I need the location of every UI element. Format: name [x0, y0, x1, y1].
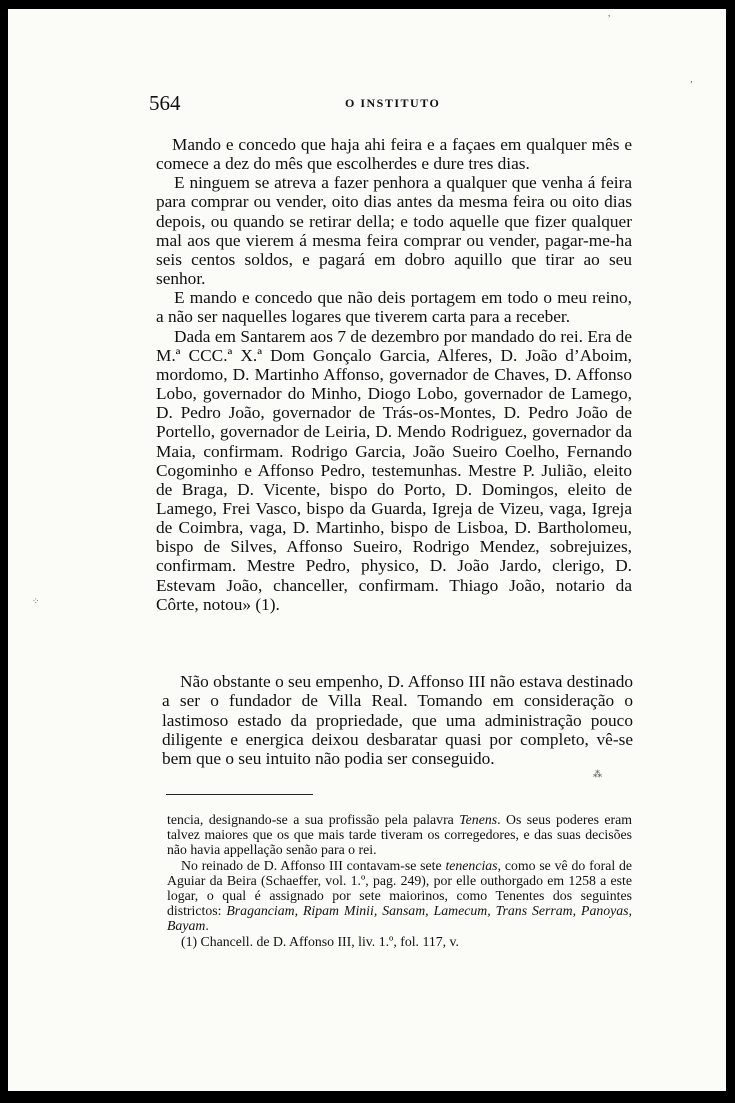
note-text-segment: . Os seus poderes eram talvez maiores que os que mais tarde tiveram os corregedores, e das suas decisões não havia appellação senão para o rei. [167, 812, 632, 858]
scanned-book-page [8, 9, 726, 1091]
note-text-segment: No reinado de D. Affonso III contavam-se sete [181, 857, 446, 873]
note-italic-term: tenencias [445, 857, 498, 873]
scan-speck: ‚ [690, 74, 693, 84]
paragraph-dating-witnesses: Dada em Santarem aos 7 de dezembro por mandado do rei. Era de M.ª CCC.ª X.ª Dom Gonçalo Garcia, Alferes, D. João d’Aboim, mordomo, D. Martinho Affonso, governador de Chaves, D. Affonso Lobo, governador do Minho, Diogo Lobo, governador de Lamego, D. Pedro João, governador de Trás-os-Montes, D. Pedro João de Portello, governador de Leiria, D. Mendo Rodriguez, governador da Maia, confirmam. Rodrigo Garcia, João Sueiro Coelho, Fernando Cogominho e Affonso Pedro, testemunhas. Mestre P. Julião, eleito de Braga, D. Vicente, bispo do Porto, D. Domingos, eleito de Lamego, Frei Vasco, bispo da Guarda, Igreja de Vizeu, vaga, Igreja de Coimbra, vaga, D. Martinho, bispo de Lisboa, D. Bartholomeu, bispo de Silves, Affonso Sueiro, Rodrigo Mendez, sobrejuizes, confirmam. Mestre Pedro, physico, D. João Jardo, clerigo, D. Estevam João, chanceller, confirmam. Thiago João, notario da Côrte, notou» (1). [156, 326, 632, 614]
scan-speck: ⁘ [32, 596, 40, 606]
main-text-block [156, 135, 632, 614]
running-title: O INSTITUTO [345, 96, 441, 110]
note-tenencias-paragraph [167, 858, 632, 934]
paragraph-toll-exemption: E mando e concedo que não deis portagem em todo o meu reino, a não ser naquelles logares que tiverem carta para a receber. [156, 288, 632, 327]
footnote-one: (1) Chancell. de D. Affonso III, liv. 1.º, fol. 117, v. [181, 933, 459, 949]
paragraph-protection-fair: E ninguem se atreva a fazer penhora a qualquer que venha á feira para comprar ou vender, oito dias antes da mesma feira ou oito dias depois, ou quando se retirar della; e todo aquelle que fizer qualquer mal aos que vierem á mesma feira comprar ou vender, pagar-me-ha seis centos soldos, e pagará em dobro aquillo que tirar ao seu senhor. [156, 173, 632, 289]
footnotes [167, 812, 632, 949]
note-italic-districts: Braganciam, Ripam Minii, Sansam, Lamecum, Trans Serram, Panoyas, Bayam [167, 903, 632, 934]
note-text-segment: , como se vê do foral de Aguiar da Beira (Schaeffer, vol. 1.º, pag. 249), por elle outhorgado em 1258 a este logar, o qual é assignado por sete maiorinos, como Tenentes dos seguintes districtos: [167, 857, 633, 919]
footnote-separator [166, 794, 313, 795]
paragraph-market-grant: Mando e concedo que haja ahi feira e a façaes em qualquer mês e comece a dez do mês que escolherdes e dure tres dias. [156, 135, 632, 174]
paragraph-villa-real-founding: Não obstante o seu empenho, D. Affonso III não estava destinado a ser o fundador de Villa Real. Tomando em consideração o lastimoso estado da propriedade, que uma administração pouco diligente e energica deixou desbaratar quasi por completo, vê-se bem que o seu intuito não podia ser conseguido. [162, 672, 633, 768]
scan-speck: ⁂ [593, 769, 602, 779]
note-tenens-paragraph [167, 812, 632, 858]
note-text-segment: tencia, designando-se a sua profissão pela palavra [167, 812, 460, 827]
scan-speck: , [608, 9, 611, 18]
page-header [149, 91, 631, 119]
page-number: 564 [149, 91, 181, 115]
note-italic-term: Tenens [459, 812, 498, 827]
note-text-segment: . [205, 918, 209, 934]
